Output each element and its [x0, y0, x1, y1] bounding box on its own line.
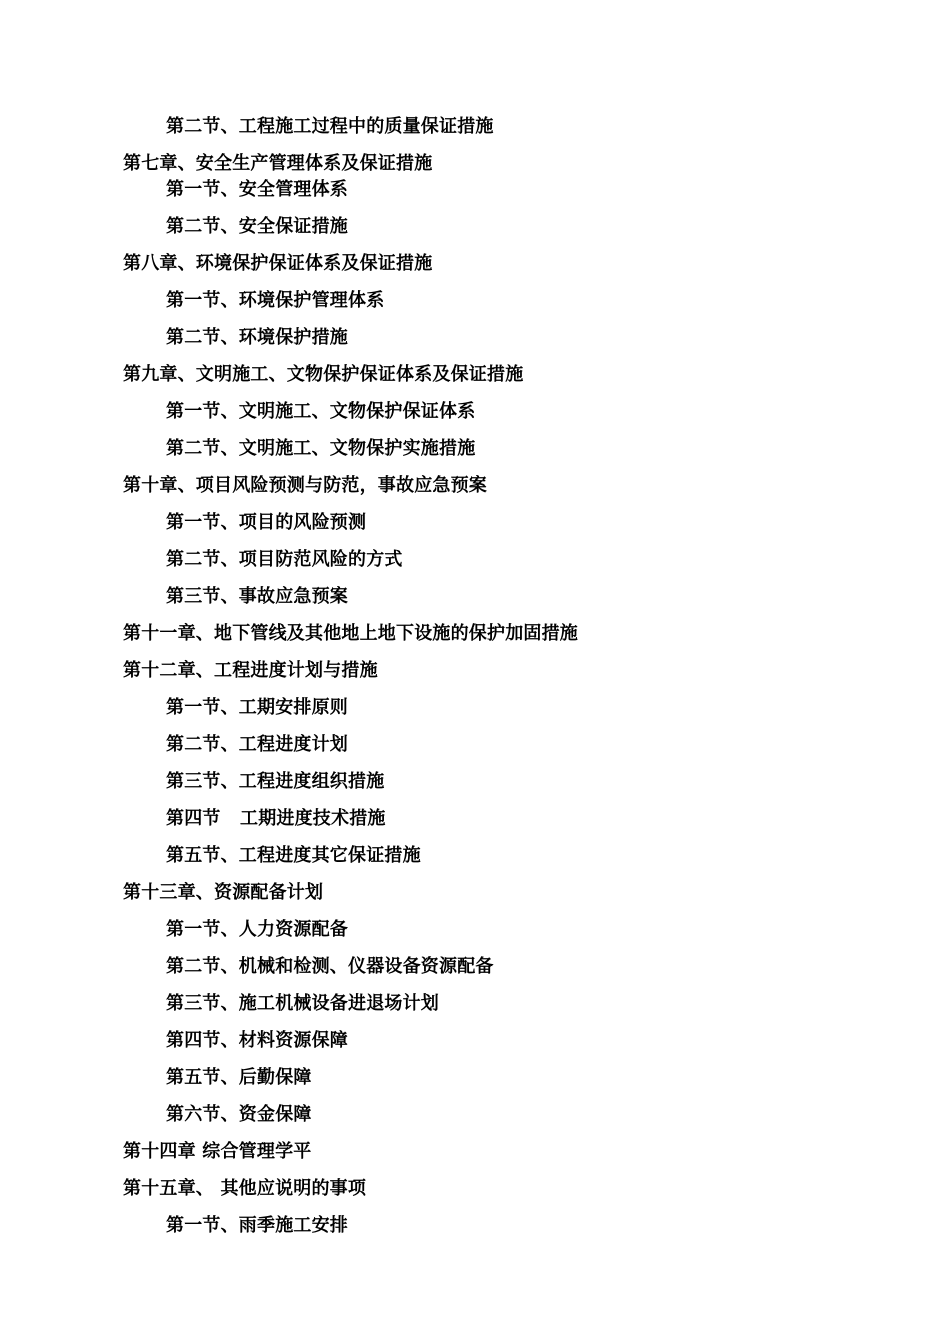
toc-chapter-entry: 第十章、项目风险预测与防范，事故应急预案 [123, 475, 487, 496]
toc-section-entry: 第四节、材料资源保障 [166, 1030, 348, 1051]
toc-section-entry: 第三节、工程进度组织措施 [166, 771, 385, 792]
toc-chapter-entry: 第九章、文明施工、文物保护保证体系及保证措施 [123, 364, 524, 385]
toc-chapter-entry: 第十二章、工程进度计划与措施 [123, 660, 378, 681]
toc-section-entry: 第二节、文明施工、文物保护实施措施 [166, 438, 476, 459]
toc-section-entry: 第一节、环境保护管理体系 [166, 290, 385, 311]
toc-section-entry: 第四节 工期进度技术措施 [166, 808, 386, 829]
toc-section-entry: 第一节、文明施工、文物保护保证体系 [166, 401, 476, 422]
toc-chapter-entry: 第十五章、 其他应说明的事项 [123, 1178, 367, 1199]
toc-chapter-entry: 第十四章 综合管理学平 [123, 1141, 312, 1162]
toc-section-entry: 第一节、雨季施工安排 [166, 1215, 348, 1236]
toc-chapter-entry: 第八章、环境保护保证体系及保证措施 [123, 253, 433, 274]
toc-section-entry: 第一节、人力资源配备 [166, 919, 348, 940]
toc-section-entry: 第三节、施工机械设备进退场计划 [166, 993, 439, 1014]
toc-section-entry: 第二节、工程施工过程中的质量保证措施 [166, 116, 494, 137]
toc-section-entry: 第二节、工程进度计划 [166, 734, 348, 755]
toc-section-entry: 第二节、机械和检测、仪器设备资源配备 [166, 956, 494, 977]
toc-section-entry: 第六节、资金保障 [166, 1104, 312, 1125]
toc-section-entry: 第一节、安全管理体系 [166, 179, 348, 200]
toc-chapter-entry: 第十三章、资源配备计划 [123, 882, 324, 903]
toc-section-entry: 第二节、安全保证措施 [166, 216, 348, 237]
toc-section-entry: 第五节、工程进度其它保证措施 [166, 845, 421, 866]
toc-section-entry: 第一节、项目的风险预测 [166, 512, 367, 533]
toc-section-entry: 第二节、环境保护措施 [166, 327, 348, 348]
toc-chapter-entry: 第十一章、地下管线及其他地上地下设施的保护加固措施 [123, 623, 578, 644]
toc-section-entry: 第二节、项目防范风险的方式 [166, 549, 403, 570]
toc-section-entry: 第五节、后勤保障 [166, 1067, 312, 1088]
toc-section-entry: 第三节、事故应急预案 [166, 586, 348, 607]
toc-chapter-entry: 第七章、安全生产管理体系及保证措施 [123, 153, 433, 174]
toc-section-entry: 第一节、工期安排原则 [166, 697, 348, 718]
